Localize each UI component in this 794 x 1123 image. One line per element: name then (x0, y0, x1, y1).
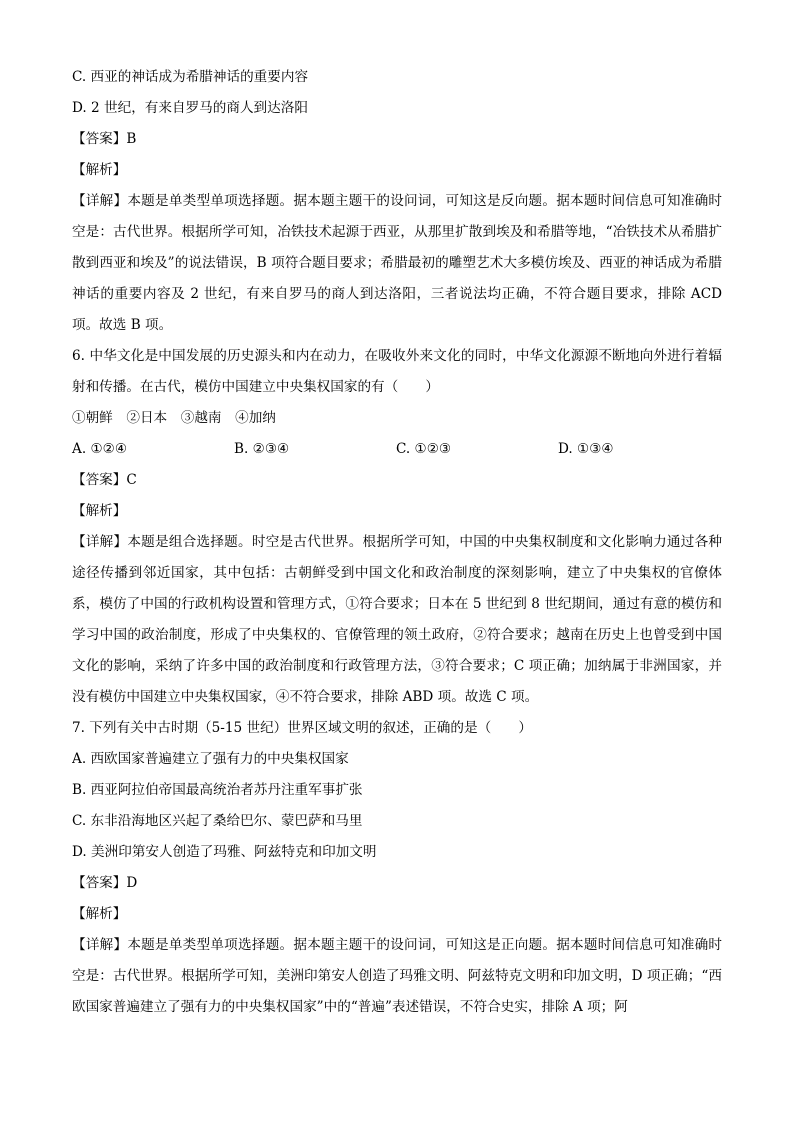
q5-answer-label: 【答案】B (72, 131, 137, 147)
q7-option-a: A. 西欧国家普遍建立了强有力的中央集权国家 (72, 751, 349, 767)
q6-option-a: A. ①②④ (72, 441, 128, 457)
q5-analysis-label: 【解析】 (72, 162, 127, 178)
q5-option-c: C. 西亚的神话成为希腊神话的重要内容 (72, 69, 309, 85)
q7-option-d: D. 美洲印第安人创造了玛雅、阿兹特克和印加文明 (72, 844, 377, 860)
q6-option-d: D. ①③④ (558, 441, 614, 457)
q6-answer-label: 【答案】C (72, 472, 137, 488)
q7-analysis-label: 【解析】 (72, 906, 127, 922)
q6-options (72, 434, 722, 465)
q6-detail: 【详解】本题是组合选择题。时空是古代世界。根据所学可知，中国的中央集权制度和文化影响力通过各种途径传播到邻近国家，其中包括：古朝鲜受到中国文化和政治制度的深刻影响，建立了中央集权的官僚体系，模仿了中国的行政机构设置和管理方式，①符合要求；日本在 5 世纪到 8 世纪期间，通过有意的模仿和学习中国的政治制度，形成了中央集权的、官僚管理的领土政府，②符合要求；越南在历史上也曾受到中国文化的影响，采纳了许多中国的政治制度和行政管理方法，③符合要求；C 项正确；加纳属于非洲国家，并没有模仿中国建立中央集权国家，④不符合要求，排除 ABD 项。故选 C 项。 (72, 534, 722, 705)
q6-analysis-label: 【解析】 (72, 503, 127, 519)
document-page (72, 62, 722, 1023)
q5-detail: 【详解】本题是单类型单项选择题。据本题主题干的设问词，可知这是反向题。据本题时间信息可知准确时空是：古代世界。根据所学可知，冶铁技术起源于西亚，从那里扩散到埃及和希腊等地，“冶铁技术从希腊扩散到西亚和埃及”的说法错误，B 项符合题目要求；希腊最初的雕塑艺术大多模仿埃及、西亚的神话成为希腊神话的重要内容及 2 世纪，有来自罗马的商人到达洛阳，三者说法均正确，不符合题目要求，排除 ACD 项。故选 B 项。 (72, 193, 722, 333)
q6-stem: 6. 中华文化是中国发展的历史源头和内在动力，在吸收外来文化的同时，中华文化源源不断地向外进行着辐射和传播。在古代，模仿中国建立中央集权国家的有（ ） (72, 348, 722, 395)
q6-items: ①朝鲜 ②日本 ③越南 ④加纳 (72, 410, 276, 426)
q7-stem: 7. 下列有关中古时期（5-15 世纪）世界区域文明的叙述，正确的是（ ） (72, 720, 532, 736)
q7-option-b: B. 西亚阿拉伯帝国最高统治者苏丹注重军事扩张 (72, 782, 363, 798)
q7-answer-label: 【答案】D (72, 875, 138, 891)
q7-detail: 【详解】本题是单类型单项选择题。据本题主题干的设问词，可知这是正向题。据本题时间信息可知准确时空是：古代世界。根据所学可知，美洲印第安人创造了玛雅文明、阿兹特克文明和印加文明，D 项正确；“西欧国家普遍建立了强有力的中央集权国家”中的“普遍”表述错误，不符合史实，排除 A 项；阿 (72, 937, 722, 1015)
q6-option-b: B. ②③④ (234, 441, 290, 457)
q5-option-d: D. 2 世纪，有来自罗马的商人到达洛阳 (72, 100, 308, 116)
q7-option-c: C. 东非沿海地区兴起了桑给巴尔、蒙巴萨和马里 (72, 813, 363, 829)
q6-option-c: C. ①②③ (396, 441, 452, 457)
